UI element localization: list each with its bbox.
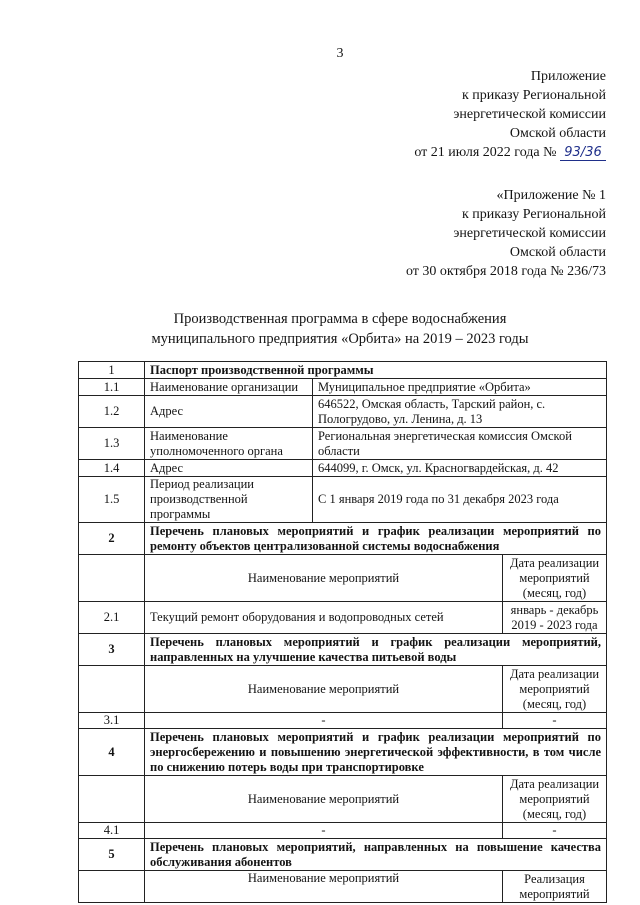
column-header: Наименование мероприятий xyxy=(145,776,503,823)
appendix-header-current xyxy=(414,67,606,162)
row-number: 3.1 xyxy=(79,713,145,729)
row-number: 1.1 xyxy=(79,379,145,396)
section-header: Перечень плановых мероприятий, направленных на повышение качества обслуживания абонентов xyxy=(145,839,607,871)
section-row xyxy=(79,729,607,776)
page-number: 3 xyxy=(336,46,344,61)
row-number: 1 xyxy=(79,362,145,379)
appendix-date: от 30 октября 2018 года № 236/73 xyxy=(405,264,606,279)
empty-cell xyxy=(79,776,145,823)
row-value: Региональная энергетическая комиссия Омской области xyxy=(313,428,607,460)
section-header: Паспорт производственной программы xyxy=(145,362,607,379)
column-header-row xyxy=(79,555,607,602)
empty-cell xyxy=(79,555,145,602)
program-table xyxy=(78,361,607,903)
column-header: Наименование мероприятий xyxy=(145,555,503,602)
appendix-title: Приложение xyxy=(530,69,606,84)
row-date: январь - декабрь 2019 - 2023 года xyxy=(503,602,607,634)
title-line: Производственная программа в сфере водоснабжения xyxy=(173,311,507,327)
column-header: Реализация мероприятий xyxy=(503,871,607,903)
appendix-header-original xyxy=(406,186,606,281)
appendix-line: Омской области xyxy=(509,126,606,141)
row-date: - xyxy=(503,823,607,839)
row-number: 2.1 xyxy=(79,602,145,634)
table-row xyxy=(79,477,607,523)
row-number: 1.4 xyxy=(79,460,145,477)
column-header: Наименование мероприятий xyxy=(145,666,503,713)
section-row xyxy=(79,362,607,379)
row-value: - xyxy=(145,713,503,729)
appendix-title: «Приложение № 1 xyxy=(496,188,606,203)
row-number: 3 xyxy=(79,634,145,666)
section-row xyxy=(79,634,607,666)
appendix-line: к приказу Региональной xyxy=(461,88,606,103)
table-row xyxy=(79,379,607,396)
row-value: 646522, Омская область, Тарский район, с. Пологрудово, ул. Ленина, д. 13 xyxy=(313,396,607,428)
row-number: 1.2 xyxy=(79,396,145,428)
empty-cell xyxy=(79,666,145,713)
table-row xyxy=(79,460,607,477)
section-header: Перечень плановых мероприятий и график реализации мероприятий по ремонту объектов централизованной системы водоснабжения xyxy=(145,523,607,555)
column-header: Дата реализации мероприятий (месяц, год) xyxy=(503,555,607,602)
column-header-row xyxy=(79,776,607,823)
table-row xyxy=(79,823,607,839)
row-value: 644099, г. Омск, ул. Красногвардейская, д. 42 xyxy=(313,460,607,477)
appendix-line: к приказу Региональной xyxy=(461,207,606,222)
row-date: - xyxy=(503,713,607,729)
appendix-line: Омской области xyxy=(509,245,606,260)
column-header: Наименование мероприятий xyxy=(145,871,503,903)
row-value: - xyxy=(145,823,503,839)
row-value: Текущий ремонт оборудования и водопроводных сетей xyxy=(145,602,503,634)
row-label: Адрес xyxy=(145,460,313,477)
section-row xyxy=(79,523,607,555)
table-row xyxy=(79,428,607,460)
appendix-date: от 21 июля 2022 года № xyxy=(414,145,557,160)
row-number: 1.3 xyxy=(79,428,145,460)
section-header: Перечень плановых мероприятий и график реализации мероприятий, направленных на улучшение качества питьевой воды xyxy=(145,634,607,666)
section-header: Перечень плановых мероприятий и график реализации мероприятий по энергосбережению и повышению энергетической эффективности, в том числе по снижению потерь воды при транспортировке xyxy=(145,729,607,776)
table-row xyxy=(79,396,607,428)
appendix-line: энергетической комиссии xyxy=(453,107,606,122)
table-row xyxy=(79,602,607,634)
row-number: 2 xyxy=(79,523,145,555)
row-number: 4.1 xyxy=(79,823,145,839)
row-value: Муниципальное предприятие «Орбита» xyxy=(313,379,607,396)
row-number: 5 xyxy=(79,839,145,871)
row-label: Наименование уполномоченного органа xyxy=(145,428,313,460)
handwritten-order-number: 93/36 xyxy=(560,146,606,161)
table-row xyxy=(79,713,607,729)
appendix-line: энергетической комиссии xyxy=(453,226,606,241)
section-row xyxy=(79,839,607,871)
empty-cell xyxy=(79,871,145,903)
column-header: Дата реализации мероприятий (месяц, год) xyxy=(503,776,607,823)
title-line: муниципального предприятия «Орбита» на 2019 – 2023 годы xyxy=(151,331,529,347)
row-label: Период реализации производственной программы xyxy=(145,477,313,523)
column-header-row xyxy=(79,871,607,903)
column-header: Дата реализации мероприятий (месяц, год) xyxy=(503,666,607,713)
row-label: Адрес xyxy=(145,396,313,428)
row-label: Наименование организации xyxy=(145,379,313,396)
document-title xyxy=(40,309,640,349)
column-header-row xyxy=(79,666,607,713)
row-number: 4 xyxy=(79,729,145,776)
appendix-date-line xyxy=(414,143,606,162)
row-number: 1.5 xyxy=(79,477,145,523)
row-value: С 1 января 2019 года по 31 декабря 2023 года xyxy=(313,477,607,523)
